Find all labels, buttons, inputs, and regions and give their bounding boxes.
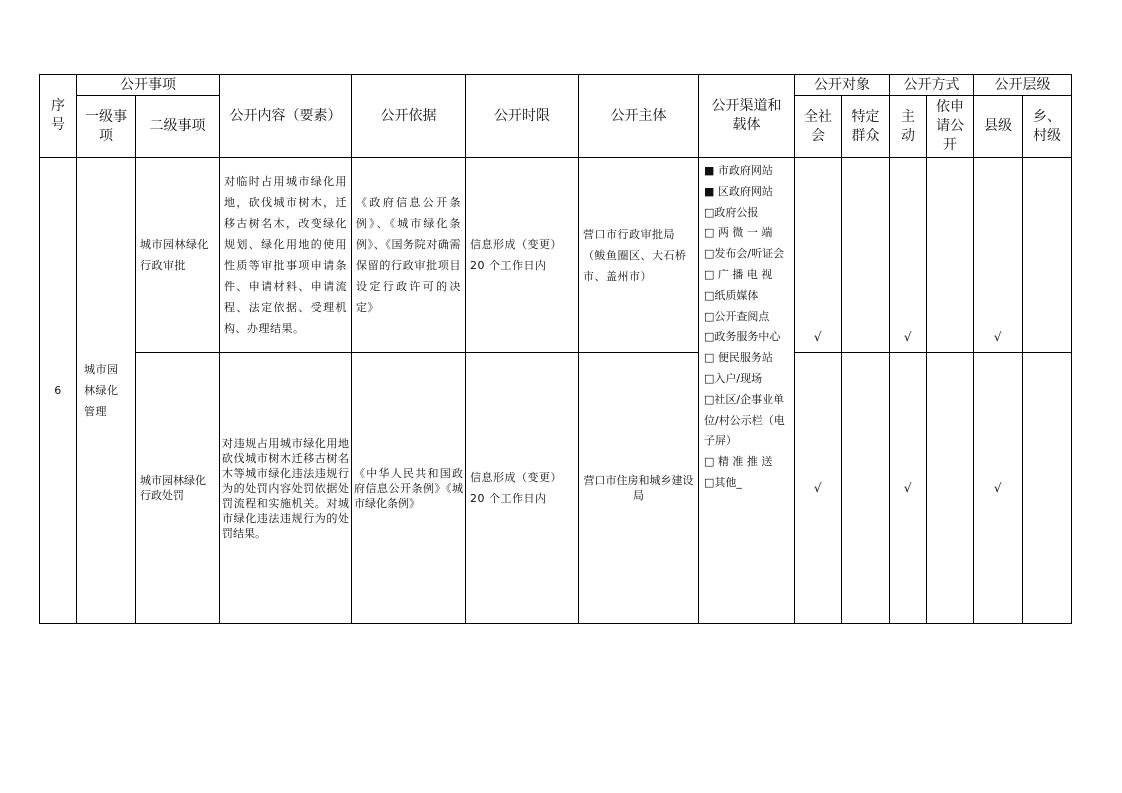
- row-audience-all-check: √: [795, 158, 842, 353]
- row-level-township-check: [1023, 353, 1072, 624]
- header-audience-specific: [842, 96, 890, 158]
- table-row: [40, 353, 1072, 624]
- row-audience-all-check: √: [795, 353, 842, 624]
- row-method-on-request-check: [927, 158, 974, 353]
- channel-item: □政府公报: [704, 205, 759, 219]
- row-level-county-check: √: [974, 158, 1023, 353]
- header-content: 公开内容（要素）: [220, 75, 352, 158]
- channel-item: □纸质媒体: [704, 288, 759, 302]
- channel-item: ■ 区政府网站: [704, 184, 773, 198]
- row-method-on-request-check: [927, 353, 974, 624]
- header-level-township: [1023, 96, 1072, 158]
- header-level-county: 县级: [974, 96, 1023, 158]
- header-seq-text: 序号: [51, 98, 65, 133]
- row-level-county-check: √: [974, 353, 1023, 624]
- header-level-township-text: 乡、村级: [1033, 108, 1061, 144]
- header-method-on-request: [927, 96, 974, 158]
- row-channels: [699, 158, 795, 624]
- channel-item: □社区/企事业单位/村公示栏（电子屏）: [704, 392, 785, 448]
- row-level2: 城市园林绿化行政处罚: [136, 353, 220, 624]
- header-method: 公开方式: [890, 75, 974, 96]
- row-audience-specific-check: [842, 158, 890, 353]
- header-audience-all: [795, 96, 842, 158]
- header-level1-item-text: 一级事项: [85, 108, 127, 144]
- header-level: 公开层级: [974, 75, 1072, 96]
- header-channel-text: 公开渠道和载体: [711, 98, 782, 133]
- channel-item: □入户/现场: [704, 371, 763, 385]
- row-time-limit: 信息形成（变更）20 个工作日内: [466, 353, 579, 624]
- disclosure-table: [39, 74, 1072, 624]
- header-channel: [699, 75, 795, 158]
- header-time-limit: 公开时限: [466, 75, 579, 158]
- row-seq: 6: [40, 158, 77, 624]
- header-audience: 公开对象: [795, 75, 890, 96]
- channel-item: □ 精 准 推 送: [704, 455, 773, 469]
- header-method-on-request-text: 依申请公开: [936, 99, 964, 153]
- header-seq: [40, 75, 77, 158]
- row-basis: 《政府信息公开条例》、《城市绿化条例》、《国务院对确需保留的行政审批项目设定行政许可的决定》: [352, 158, 466, 353]
- channel-item: □其他_: [704, 475, 742, 489]
- header-subject: 公开主体: [579, 75, 699, 158]
- header-method-active-text: 主动: [901, 108, 915, 144]
- row-content: 对违规占用城市绿化用地砍伐城市树木迁移古树名木等城市绿化违法违规行为的处罚内容处罚依据处罚流程和实施机关。对城市绿化违法违规行为的处罚结果。: [220, 353, 352, 624]
- header-audience-specific-text: 特定群众: [851, 108, 880, 144]
- channel-item: □ 便民服务站: [704, 351, 773, 365]
- header-level2-item: 二级事项: [136, 96, 220, 158]
- channel-item: □政务服务中心: [704, 330, 781, 344]
- row-subject: 营口市行政审批局（鲅鱼圈区、大石桥市、盖州市）: [579, 158, 699, 353]
- header-disclosure-item: 公开事项: [77, 75, 220, 96]
- channel-item: □ 两 微 一 端: [704, 226, 773, 240]
- header-row-1: [40, 75, 1072, 96]
- row-subject: 营口市住房和城乡建设局: [579, 353, 699, 624]
- header-basis: 公开依据: [352, 75, 466, 158]
- row-basis: 《中华人民共和国政府信息公开条例》《城市绿化条例》: [352, 353, 466, 624]
- row-audience-specific-check: [842, 353, 890, 624]
- row-method-active-check: √: [890, 353, 927, 624]
- row-time-limit: 信息形成（变更）20 个工作日内: [466, 158, 579, 353]
- row-method-active-check: √: [890, 158, 927, 353]
- header-level1-item: [77, 96, 136, 158]
- header-method-active: [890, 96, 927, 158]
- row-level2: 城市园林绿化行政审批: [136, 158, 220, 353]
- table-row: [40, 158, 1072, 353]
- channel-item: □ 广 播 电 视: [704, 267, 773, 281]
- row-content: 对临时占用城市绿化用地，砍伐城市树木，迁移古树名木，改变绿化规划、绿化用地的使用性质等审批事项申请条件、申请材料、申请流程、法定依据、受理机构、办理结果。: [220, 158, 352, 353]
- row-level-township-check: [1023, 158, 1072, 353]
- row-level1-text: 城市园林绿化管理: [84, 363, 119, 418]
- channel-item: □发布会/听证会: [704, 247, 785, 261]
- row-level1: [77, 158, 136, 624]
- channel-item: □公开查阅点: [704, 309, 770, 323]
- header-audience-all-text: 全社会: [804, 108, 832, 144]
- channel-item: ■ 市政府网站: [704, 164, 773, 177]
